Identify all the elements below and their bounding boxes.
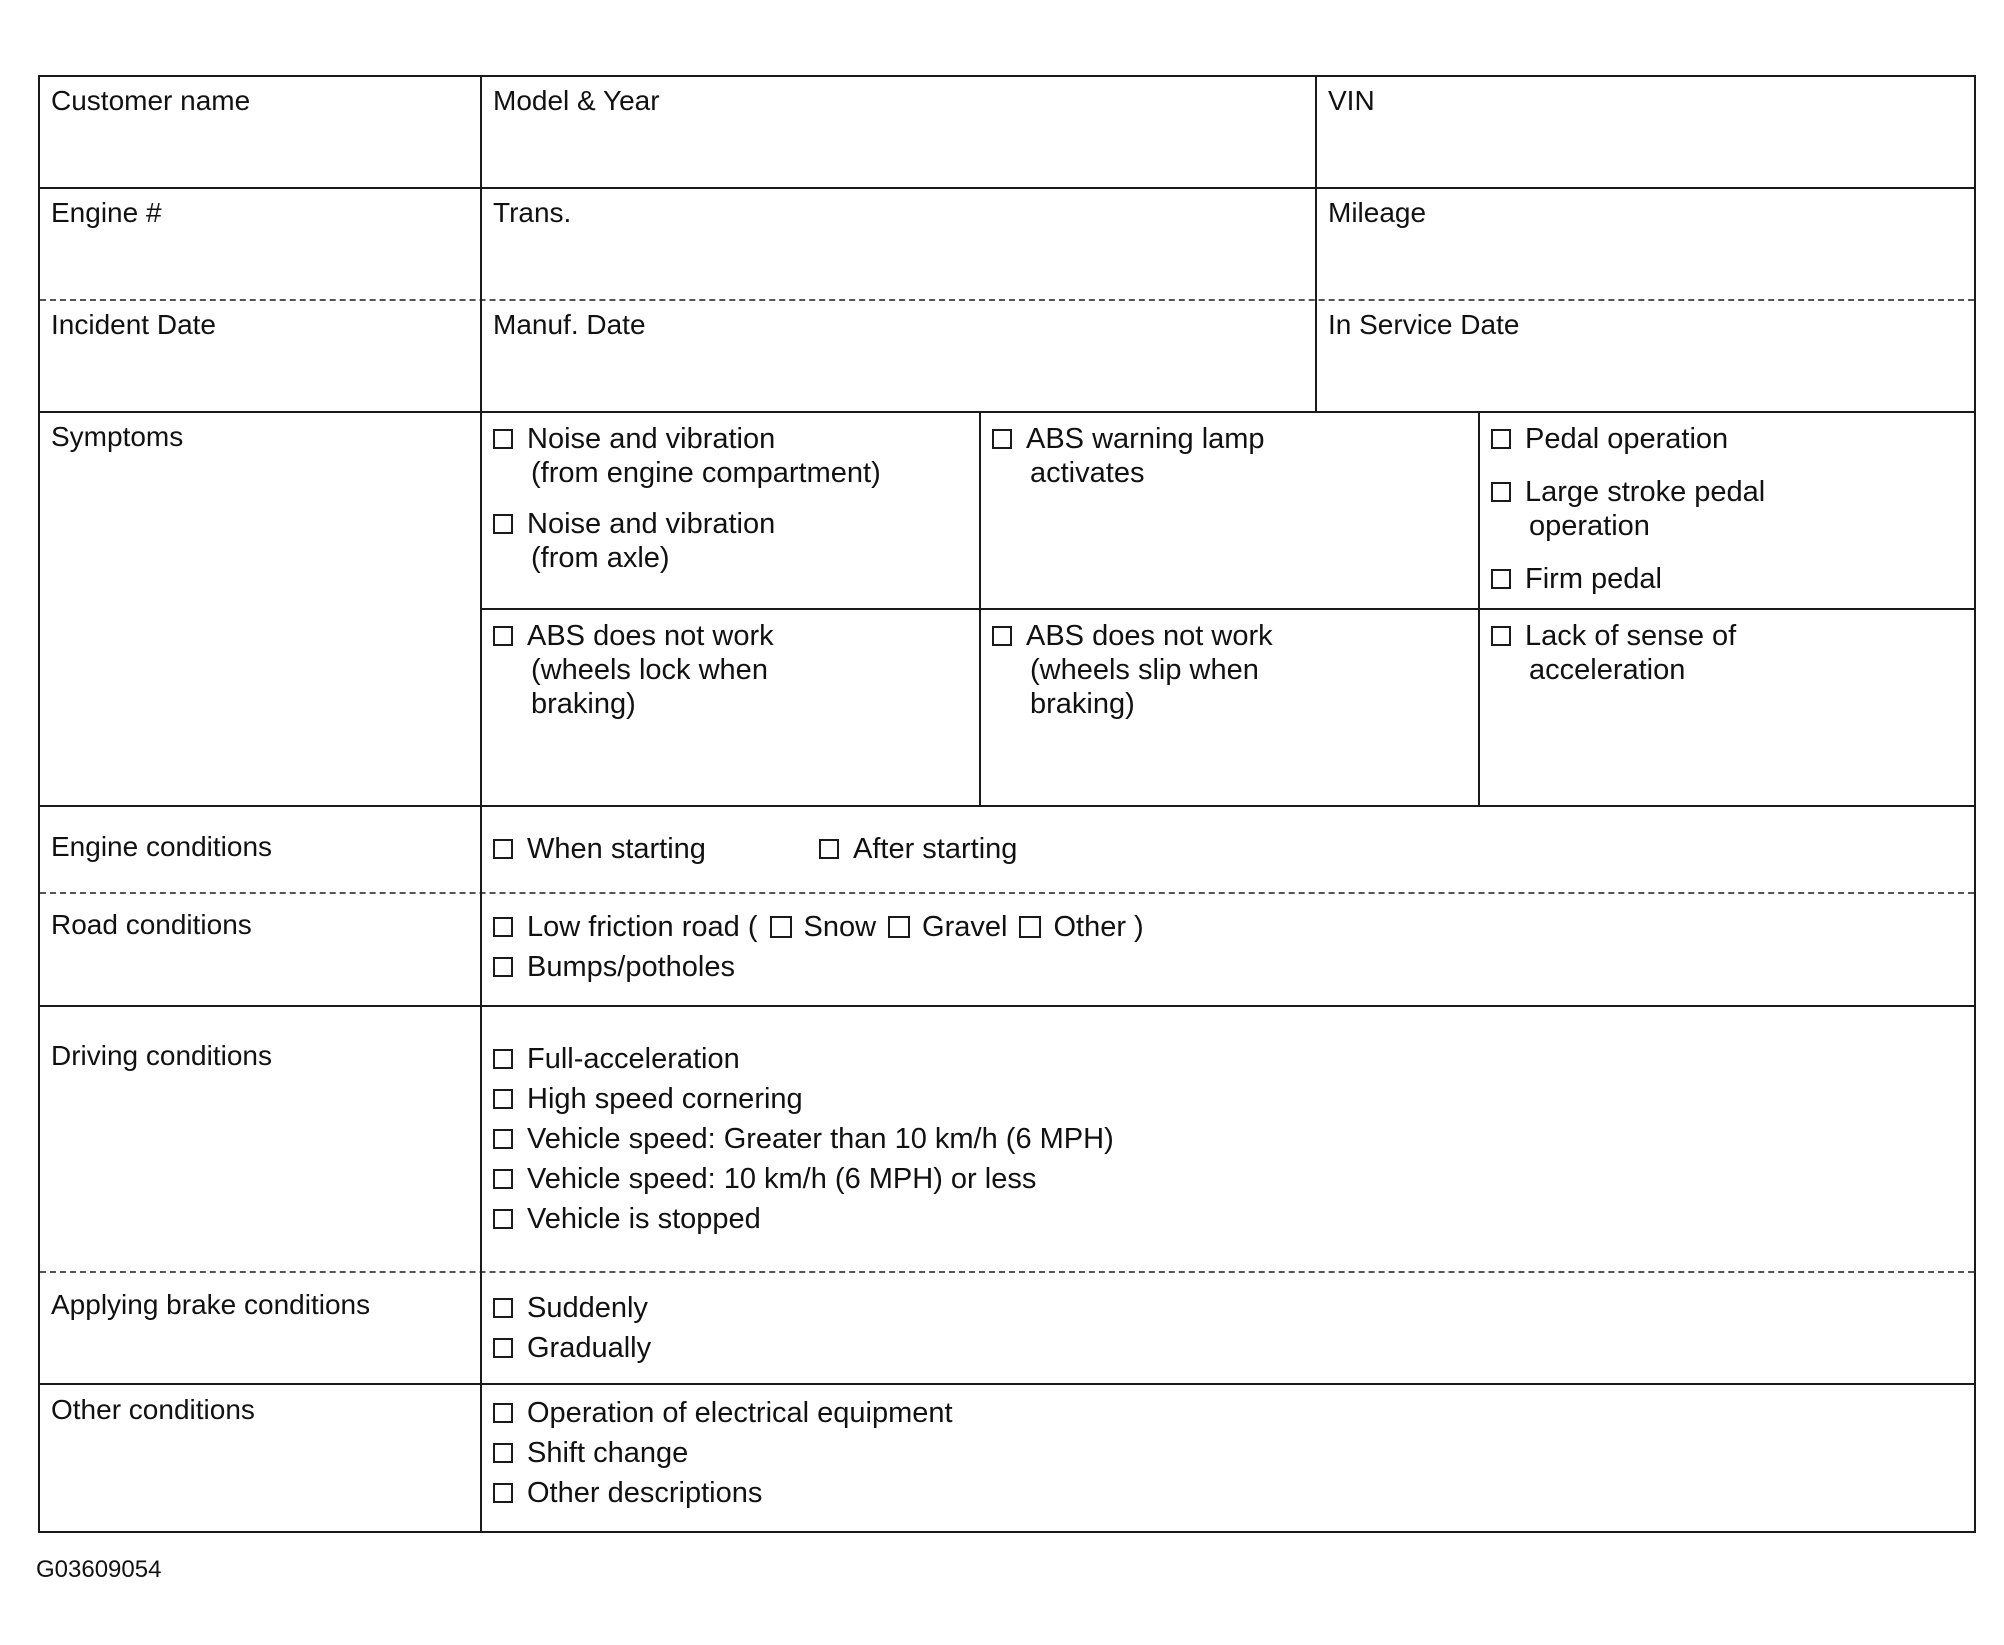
option-pedal-operation[interactable]: Pedal operation	[1491, 422, 1728, 456]
symptoms-mid-divider	[480, 608, 1974, 610]
checkbox[interactable]	[493, 514, 513, 534]
checkbox[interactable]	[1491, 429, 1511, 449]
checkbox[interactable]	[493, 1129, 513, 1149]
diagnostic-worksheet	[38, 75, 1976, 1533]
option-after-starting[interactable]: After starting	[819, 832, 1017, 866]
row-divider	[40, 299, 1974, 301]
symptoms-col-divider	[979, 411, 981, 805]
option-shift-change[interactable]: Shift change	[493, 1436, 688, 1470]
checkbox[interactable]	[992, 429, 1012, 449]
option-noise-engine[interactable]: Noise and vibration (from engine compartment)	[493, 422, 881, 490]
option-speed-10-or-less[interactable]: Vehicle speed: 10 km/h (6 MPH) or less	[493, 1162, 1036, 1196]
row-divider	[40, 187, 1974, 189]
driving-conditions-label: Driving conditions	[51, 1040, 272, 1071]
option-large-stroke[interactable]: Large stroke pedal operation	[1491, 475, 1765, 543]
row-divider	[40, 1271, 1974, 1273]
column-divider	[1315, 77, 1317, 411]
checkbox[interactable]	[493, 839, 513, 859]
checkbox[interactable]	[493, 626, 513, 646]
option-other-descriptions[interactable]: Other descriptions	[493, 1476, 762, 1510]
column-divider	[480, 77, 482, 1533]
row-divider	[40, 805, 1974, 807]
option-gradually[interactable]: Gradually	[493, 1331, 651, 1365]
checkbox[interactable]	[493, 957, 513, 977]
incident-date-label: Incident Date	[51, 309, 216, 340]
option-firm-pedal[interactable]: Firm pedal	[1491, 562, 1662, 596]
checkbox[interactable]	[493, 1483, 513, 1503]
mileage-label: Mileage	[1328, 197, 1427, 228]
in-service-date-label: In Service Date	[1328, 309, 1520, 340]
option-abs-lamp[interactable]: ABS warning lamp activates	[992, 422, 1265, 490]
option-low-friction-road[interactable]: Low friction road ( Snow Gravel Other )	[493, 910, 1144, 944]
symptoms-col-divider	[1478, 411, 1480, 805]
option-abs-lock[interactable]: ABS does not work (wheels lock when braking)	[493, 619, 774, 721]
engine-number-label: Engine #	[51, 197, 162, 228]
row-divider	[40, 1383, 1974, 1385]
checkbox[interactable]	[493, 429, 513, 449]
option-full-acceleration[interactable]: Full-acceleration	[493, 1042, 740, 1076]
customer-name-label: Customer name	[51, 85, 251, 116]
row-divider	[40, 892, 1974, 894]
checkbox[interactable]	[493, 1298, 513, 1318]
checkbox[interactable]	[1491, 569, 1511, 589]
other-conditions-label: Other conditions	[51, 1394, 255, 1425]
symptoms-label: Symptoms	[51, 421, 184, 452]
checkbox-gravel[interactable]	[888, 916, 910, 938]
option-high-speed-cornering[interactable]: High speed cornering	[493, 1082, 803, 1116]
engine-conditions-label: Engine conditions	[51, 831, 273, 862]
road-conditions-label: Road conditions	[51, 909, 252, 940]
checkbox[interactable]	[493, 1209, 513, 1229]
checkbox-other[interactable]	[1019, 916, 1041, 938]
checkbox[interactable]	[819, 839, 839, 859]
figure-code: G03609054	[36, 1556, 162, 1583]
checkbox[interactable]	[1491, 626, 1511, 646]
option-abs-slip[interactable]: ABS does not work (wheels slip when braking)	[992, 619, 1273, 721]
option-electrical-equipment[interactable]: Operation of electrical equipment	[493, 1396, 953, 1430]
checkbox[interactable]	[493, 1169, 513, 1189]
checkbox[interactable]	[493, 1049, 513, 1069]
option-speed-greater-10[interactable]: Vehicle speed: Greater than 10 km/h (6 MPH)	[493, 1122, 1114, 1156]
option-noise-axle[interactable]: Noise and vibration (from axle)	[493, 507, 775, 575]
option-vehicle-stopped[interactable]: Vehicle is stopped	[493, 1202, 761, 1236]
option-bumps-potholes[interactable]: Bumps/potholes	[493, 950, 735, 984]
checkbox[interactable]	[1491, 482, 1511, 502]
checkbox[interactable]	[493, 1338, 513, 1358]
trans-label: Trans.	[493, 197, 572, 228]
row-divider	[40, 1005, 1974, 1007]
option-lack-acceleration[interactable]: Lack of sense of acceleration	[1491, 619, 1736, 687]
vin-label: VIN	[1328, 85, 1375, 116]
checkbox[interactable]	[493, 917, 513, 937]
option-suddenly[interactable]: Suddenly	[493, 1291, 648, 1325]
brake-conditions-label: Applying brake conditions	[51, 1289, 371, 1320]
checkbox[interactable]	[493, 1403, 513, 1423]
checkbox-snow[interactable]	[770, 916, 792, 938]
option-when-starting[interactable]: When starting	[493, 832, 706, 866]
checkbox[interactable]	[992, 626, 1012, 646]
row-divider	[40, 411, 1974, 413]
manuf-date-label: Manuf. Date	[493, 309, 646, 340]
checkbox[interactable]	[493, 1443, 513, 1463]
checkbox[interactable]	[493, 1089, 513, 1109]
model-year-label: Model & Year	[493, 85, 660, 116]
